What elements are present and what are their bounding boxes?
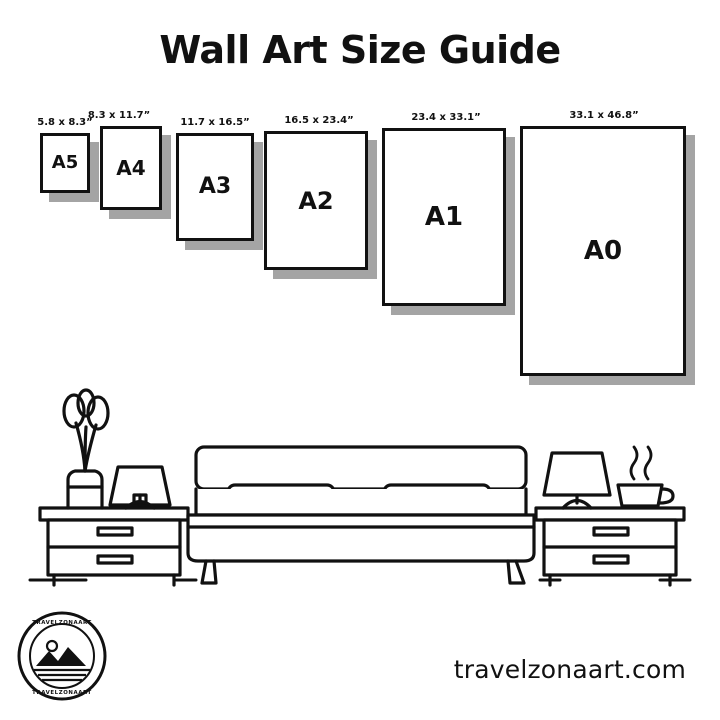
- frame-label-a0: 33.1 x 46.8”: [569, 110, 639, 121]
- svg-text:TRAVELZONAART: TRAVELZONAART: [32, 620, 92, 626]
- website-url: travelzonaart.com: [453, 655, 686, 684]
- frame-label-a5: 5.8 x 8.3”: [37, 117, 93, 128]
- frame-name-a0: A0: [583, 236, 623, 266]
- frame-label-a1: 23.4 x 33.1”: [411, 112, 481, 123]
- frame-box-a2: [264, 131, 368, 270]
- frame-label-a2: 16.5 x 23.4”: [284, 115, 354, 126]
- frame-box-a3: [176, 133, 254, 241]
- bed: [188, 447, 534, 583]
- frame-name-a5: A5: [51, 152, 79, 173]
- frame-label-a4: 8.3 x 11.7”: [87, 110, 151, 121]
- frame-name-a2: A2: [298, 186, 334, 215]
- coffee-cup: [618, 447, 673, 506]
- frame-name-a4: A4: [116, 156, 146, 180]
- frame-label-a3: 11.7 x 16.5”: [180, 117, 250, 128]
- svg-text:TRAVELZONAART: TRAVELZONAART: [32, 690, 92, 696]
- right-table-lamp: [544, 453, 610, 508]
- frame-box-a5: [40, 133, 90, 193]
- flower-vase: [64, 390, 108, 508]
- travelzonaart-logo: [16, 610, 108, 702]
- page-title: Wall Art Size Guide: [159, 28, 561, 72]
- bedroom-illustration: [0, 375, 720, 600]
- left-table-lamp: [110, 467, 170, 508]
- left-nightstand: [40, 508, 188, 585]
- frame-box-a4: [100, 126, 162, 210]
- frame-box-a0: [520, 126, 686, 376]
- frame-name-a3: A3: [198, 174, 232, 199]
- right-nightstand: [536, 508, 684, 585]
- frame-box-a1: [382, 128, 506, 306]
- frame-name-a1: A1: [424, 202, 464, 232]
